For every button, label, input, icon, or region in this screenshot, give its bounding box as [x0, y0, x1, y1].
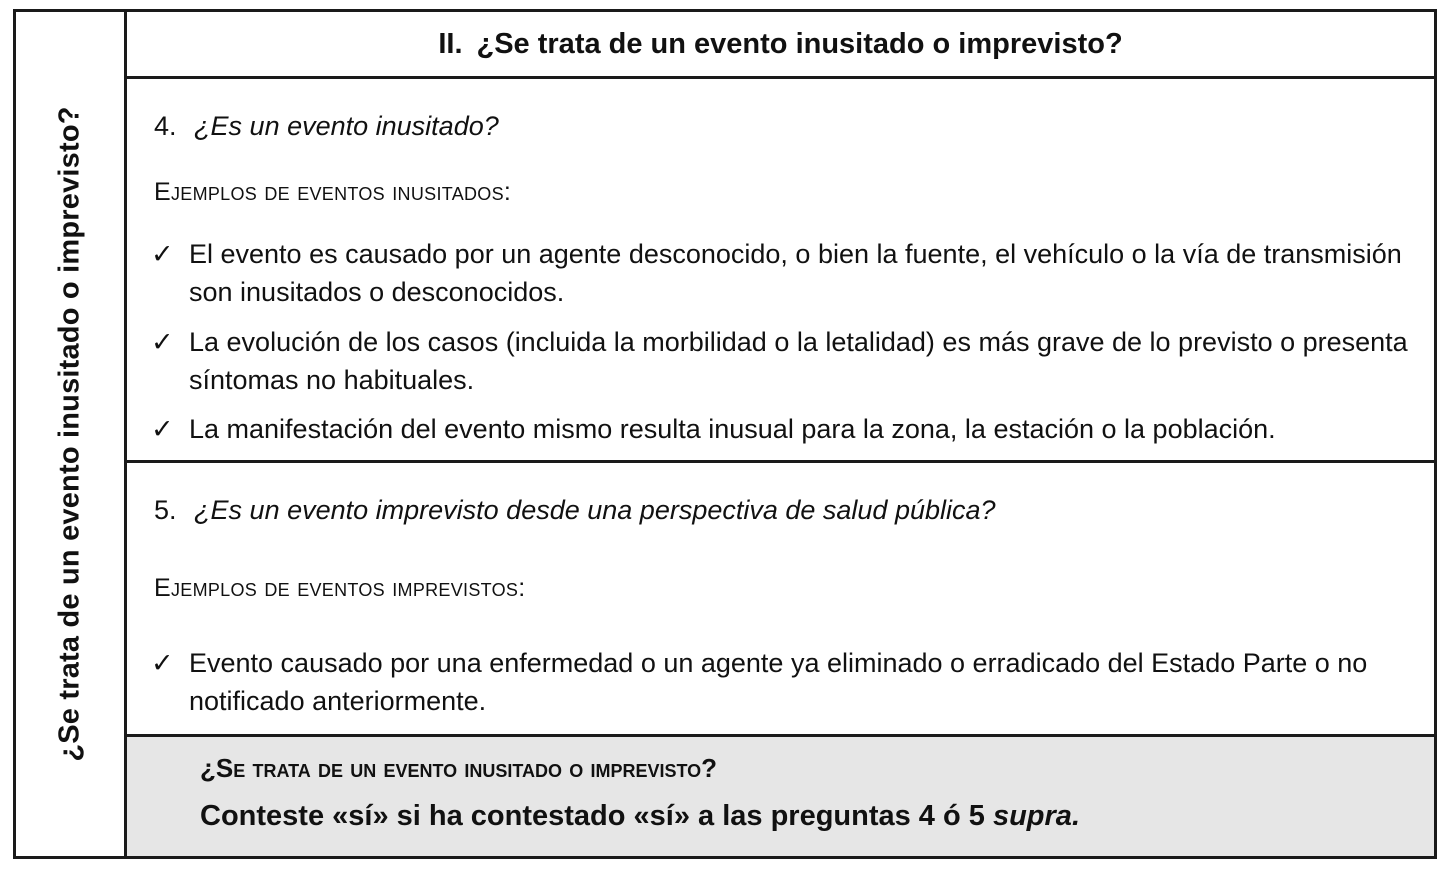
- question-5-block: [127, 463, 1434, 737]
- section-number: II.: [438, 27, 463, 60]
- list-item: [151, 323, 1417, 399]
- section-header: [127, 12, 1434, 79]
- question-4-number: 4.: [154, 111, 177, 141]
- conclusion-question: ¿Se trata de un evento inusitado o imprevisto?: [200, 753, 718, 783]
- section-title: ¿Se trata de un evento inusitado o imprevisto?: [476, 27, 1123, 60]
- question-5: [154, 495, 996, 526]
- question-4-block: [127, 79, 1434, 463]
- side-title: ¿Se trata de un evento inusitado o imprevisto?: [53, 106, 86, 762]
- question-5-number: 5.: [154, 495, 177, 525]
- question-4: [154, 111, 499, 142]
- conclusion-box: [127, 737, 1434, 856]
- list-item: [151, 644, 1417, 720]
- decision-table: [13, 9, 1437, 859]
- question-5-text: ¿Es un evento imprevisto desde una perspectiva de salud pública?: [194, 495, 996, 525]
- question-4-text: ¿Es un evento inusitado?: [194, 111, 499, 141]
- checkmark-icon: ✓: [151, 239, 174, 269]
- examples-label-unusual: Ejemplos de eventos inusitados:: [154, 178, 512, 206]
- side-column: [16, 12, 127, 856]
- list-item-text: Evento causado por una enfermedad o un agente ya eliminado o erradicado del Estado Parte o no notificado anteriormente.: [189, 648, 1368, 716]
- examples-label-unexpected: Ejemplos de eventos imprevistos:: [154, 574, 526, 602]
- checkmark-icon: ✓: [151, 327, 174, 357]
- conclusion-answer-italic: supra.: [992, 800, 1080, 832]
- list-item-text: La manifestación del evento mismo resulta inusual para la zona, la estación o la población.: [189, 414, 1276, 444]
- conclusion-answer-main: Conteste «sí» si ha contestado «sí» a las preguntas 4 ó 5: [200, 800, 985, 832]
- content-column: [127, 12, 1434, 856]
- checkmark-icon: ✓: [151, 414, 174, 444]
- conclusion-answer: [200, 800, 1080, 833]
- list-item-text: El evento es causado por un agente desconocido, o bien la fuente, el vehículo o la vía de transmisión son inusitados o desconocidos.: [189, 239, 1402, 307]
- checkmark-icon: ✓: [151, 648, 174, 678]
- list-item: [151, 235, 1417, 311]
- list-item: [151, 410, 1417, 448]
- list-item-text: La evolución de los casos (incluida la morbilidad o la letalidad) es más grave de lo previsto o presenta síntomas no habituales.: [189, 327, 1408, 395]
